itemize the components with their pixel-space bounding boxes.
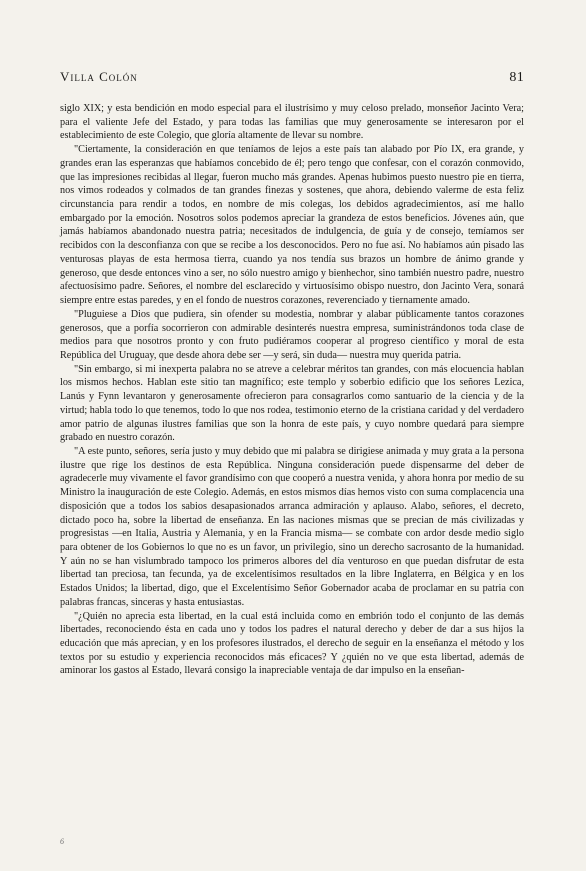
signature-mark: 6 xyxy=(60,837,64,846)
paragraph: "Ciertamente, la consideración en que teníamos de lejos a este país tan alabado por Pío IX, era grande, y grandes eran las esperanzas que habíamos concebido de él; pero tengo que confesar, con el corazón conmovido, que las impresiones recibidas al llegar, fueron mucho más grandes. Apenas hubimos puesto nuestro pie en tierra, nos vimos rodeados y colmados de tan grandes finezas y sostenes, que ahora, debiendo valerme de esta feliz circunstancia para rendir a todos, en nombre de mis colegas, los debidos agradecimientos, así me hallo embargado por la emoción. Nosotros solos podemos apreciar la grandeza de estos beneficios. Jóvenes aún, que jamás habíamos abandonado nuestra patria; necesitados de indulgencia, de guía y de consejo, temíamos ser recibidos con la desconfianza con que se recibe a los desconocidos. Pero no fue así. No habíamos aún pisado las venturosas playas de esta hermosa tierra, cuando ya nos tendía sus brazos un hombre de ánimo grande y generoso, que desde entonces vino a ser, no sólo nuestro amigo y bienhechor, sino también nuestro padre, nuestro afectuosísimo padre. Señores, el nombre del esclarecido y virtuosísimo obispo nuestro, don Jacinto Vera, sonará siempre entre estas paredes, y en el fondo de nuestros corazones, reverenciado y tiernamente amado. xyxy=(60,144,524,307)
paragraph: "¿Quién no aprecia esta libertad, en la cual está incluida como en embrión todo el conjunto de las demás libertades, reconociendo ésta en cada uno y todos los padres el natural derecho y deber de dar a sus hijos la educación que más aprecian, y en los profesores ilustrados, el derecho de seguir en la enseñanza el método y los textos por su estudio y experiencia reconocidos más eficaces? Y ¿quién no ve que esta libertad, además de aminorar los gastos al Estado, llevará consigo la inapreciable ventaja de dar impulso en la enseñan- xyxy=(60,610,524,677)
paragraph: "Pluguiese a Dios que pudiera, sin ofender su modestia, nombrar y alabar públicamente tantos corazones generosos, que a porfía socorrieron con admirable desinterés nuestra empresa, suministrándonos toda clase de medios para que nosotros pronto y con fruto pudiéramos cooperar al progreso científico y moral de esta República del Uruguay, que desde ahora debe ser —y será, sin duda— nuestra muy querida patria. xyxy=(60,308,524,361)
paragraph: "A este punto, señores, sería justo y muy debido que mi palabra se dirigiese animada y muy grata a la persona ilustre que rige los destinos de esta República. Ninguna consideración puede dispensarme del deber de agradecerle muy vivamente el favor grandísimo con que cooperó a nuestra venida, y ahora honra por medio de su Ministro la inauguración de este Colegio. Además, en estos mismos días hemos visto con suma complacencia una disposición que a todos los sabios desapasionados arranca admiración y aplauso. Alabo, señores, el decreto, dictado poco ha, sobre la libertad de enseñanza. En las naciones mismas que se precian de más civilizadas y progresistas —en Italia, Austria y Alemania, y en la Francia misma— se combate con ardor desde medio siglo para obtener de los Gobiernos lo que no es un favor, un privilegio, sino un derecho sacrosanto de la humanidad. Y aún no se han vislumbrado tampoco los primeros albores del día venturoso en que puedan disfrutar de esta libertad tan preciosa, tan fecunda, ya de excelentísimos resultados en la libre Inglaterra, en Bélgica y en los Estados Unidos; la libertad, digo, que el Excelentísimo Señor Gobernador acaba de proclamar en su patria con palabras francas, sinceras y hasta entusiastas. xyxy=(60,445,524,608)
running-title: Villa Colón xyxy=(60,69,138,84)
running-header xyxy=(60,69,524,86)
page-number: 81 xyxy=(509,70,524,85)
paragraph: siglo XIX; y esta bendición en modo especial para el ilustrísimo y muy celoso prelado, monseñor Jacinto Vera; para el valiente Jefe del Estado, y para todas las familias que muy generosamente se interesaron por el establecimiento de este Colegio, que gloría altamente de llevar su nombre. xyxy=(60,103,524,142)
body-text xyxy=(60,102,524,678)
paragraph: "Sin embargo, si mi inexperta palabra no se atreve a celebrar méritos tan grandes, con más elocuencia hablan los mismos hechos. Hablan este sitio tan magnífico; este templo y soberbio edificio que los señores Lezica, Lanús y Fynn levantaron y generosamente ofrecieron para consagrarlos como santuario de la ciencia y de la virtud; habla todo lo que tenemos, todo lo que nos rodea, testimonio eterno de la cristiana caridad y del verdadero amor patrio de algunas ilustres familias que son la honra de este país, y cuyo nombre quedará para siempre grabado en nuestro corazón. xyxy=(60,363,524,444)
